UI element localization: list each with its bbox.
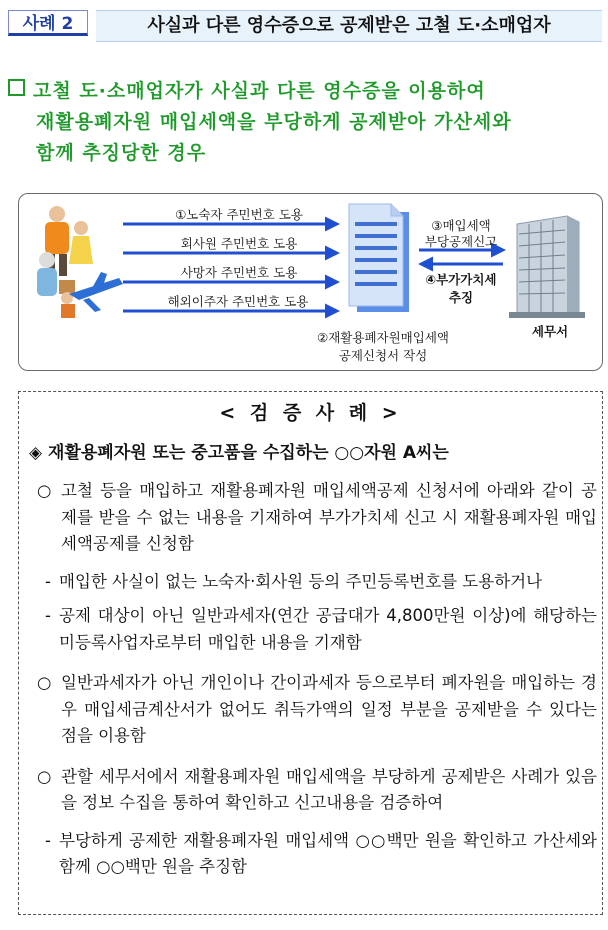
tax-office-building-icon: [509, 216, 585, 318]
tax-office-label: 세무서: [531, 324, 569, 339]
airplane-icon: [69, 272, 123, 312]
from-office-label-line1: ④부가가치세: [425, 272, 497, 287]
sub-list-item: - 매입한 사실이 없는 노숙자·회사원 등의 주민등록번호를 도용하거나: [45, 569, 597, 596]
to-office-label-line2: 부당공제신고: [424, 234, 498, 249]
dash-bullet: -: [45, 830, 51, 850]
verification-head: ◈ 재활용폐자원 또는 중고품을 수집하는 ○○자원 A씨는: [29, 443, 449, 463]
list-item: ○ 고철 등을 매입하고 재활용폐자원 매입세액공제 신청서에 아래와 같이 공제를 받을 수 없는 내용을 기재하여 부가가치세 신고 시 재활용폐자원 매입세액공제를 신청함: [37, 478, 597, 558]
arrow-label-emigrant: 해외이주자 주민번호 도용: [167, 294, 309, 309]
summary-line-2: 재활용폐자원 매입세액을 부당하게 공제받아 가산세와: [36, 111, 512, 133]
document-icon: [349, 204, 409, 312]
case-label: 사례 2: [8, 10, 88, 36]
verification-title: < 검 증 사 례 >: [219, 402, 402, 424]
doc-label-line2: 공제신청서 작성: [338, 348, 428, 363]
list-item: ○ 일반과세자가 아닌 개인이나 간이과세자 등으로부터 폐자원을 매입하는 경우 매입세금계산서가 없어도 취득가액의 일정 부분을 공제받을 수 있다는 점을 이용함: [37, 670, 597, 750]
diamond-bullet-icon: ◈: [29, 443, 43, 463]
verification-items: [37, 478, 597, 889]
list-item: ○ 관할 세무서에서 재활용폐자원 매입세액을 부당하게 공제받은 사례가 있음을 정보 수집을 통하여 확인하고 신고내용을 검증하여: [37, 764, 597, 817]
dash-bullet: -: [45, 571, 51, 591]
dash-bullet: -: [45, 606, 51, 625]
summary-line-1: 고철 도·소매업자가 사실과 다른 영수증을 이용하여: [8, 76, 604, 107]
sub-list-item: - 부당하게 공제한 재활용폐자원 매입세액 ○○백만 원을 확인하고 가산세와 함께 ○○백만 원을 추징함: [45, 828, 597, 881]
arrow-label-employee: 회사원 주민번호 도용: [180, 236, 298, 251]
from-office-label-line2: 추징: [448, 290, 474, 305]
case-header: [8, 6, 602, 40]
arrow-label-homeless: ①노숙자 주민번호 도용: [175, 207, 303, 222]
sub-list-item: - 공제 대상이 아닌 일반과세자(연간 공급대가 4,800만원 이상)에 해당하는 미등록사업자로부터 매입한 내용을 기재함: [45, 603, 597, 656]
case-title: 사실과 다른 영수증으로 공제받은 고철 도·소매업자: [96, 10, 602, 42]
case-summary: [8, 76, 604, 169]
verification-section: [18, 391, 603, 915]
arrow-label-deceased: 사망자 주민번호 도용: [180, 265, 298, 280]
to-office-label-line1: ③매입세액: [431, 218, 491, 233]
checkbox-square-icon: [8, 79, 25, 96]
circle-bullet-icon: ○: [37, 481, 52, 500]
flow-diagram: [18, 193, 603, 371]
doc-label-line1: ②재활용폐자원매입세액: [317, 330, 449, 345]
summary-line-3: 함께 추징당한 경우: [36, 142, 207, 164]
circle-bullet-icon: ○: [37, 673, 52, 692]
circle-bullet-icon: ○: [37, 766, 52, 786]
